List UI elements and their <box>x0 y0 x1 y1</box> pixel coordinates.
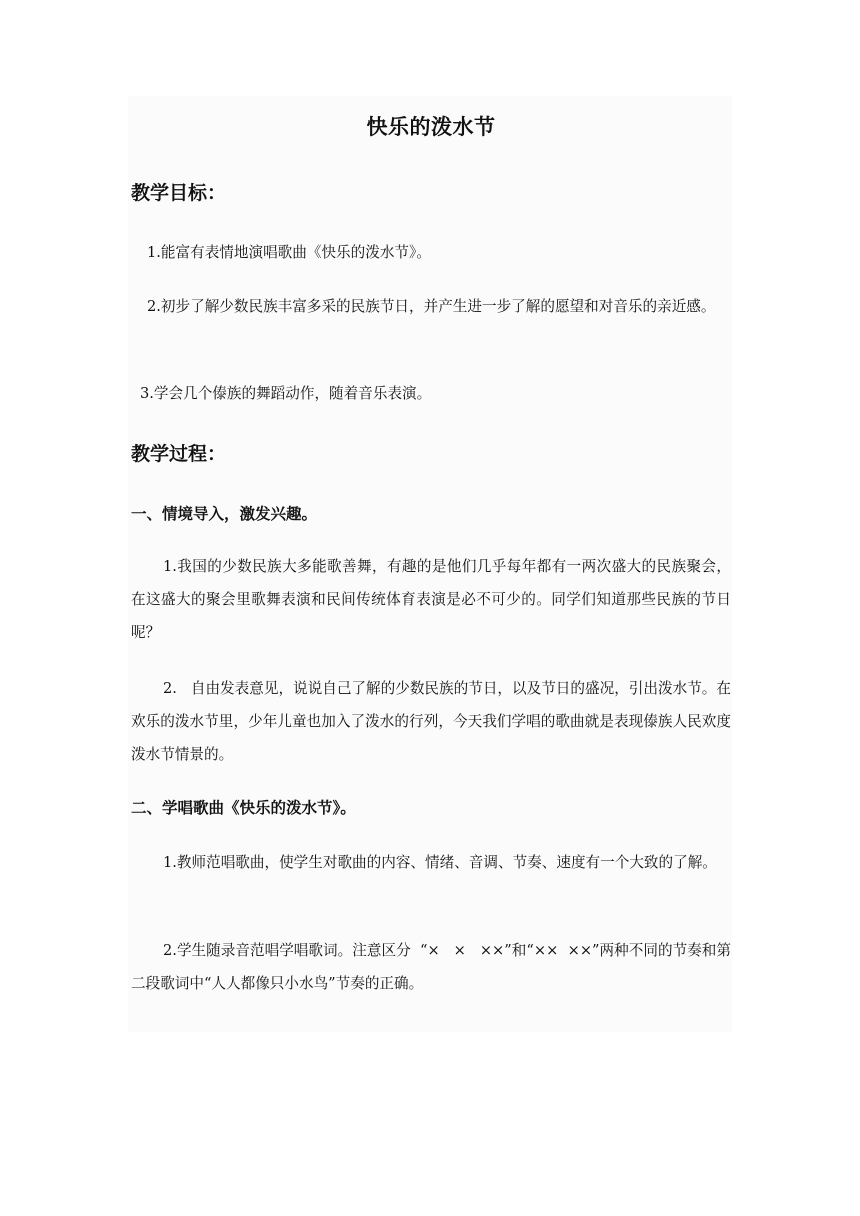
section-2-heading: 二、学唱歌曲《快乐的泼水节》。 <box>131 799 356 817</box>
objectives-heading: 教学目标： <box>131 182 227 204</box>
process-heading: 教学过程： <box>131 443 227 465</box>
section-1-paragraph-2: 2. 自由发表意见，说说自己了解的少数民族的节日，以及节日的盛况，引出泼水节。在欢乐的泼水节里，少年儿童也加入了泼水的行列，今天我们学唱的歌曲就是表现傣族人民欢度泼水节情景的。 <box>131 680 731 763</box>
objective-item-1: 1.能富有表情地演唱歌曲《快乐的泼水节》。 <box>147 244 431 261</box>
objective-item-3: 3.学会几个傣族的舞蹈动作，随着音乐表演。 <box>140 385 432 402</box>
section-1-paragraph-1: 1.我国的少数民族大多能歌善舞，有趣的是他们几乎每年都有一两次盛大的民族聚会，在这盛大的聚会里歌舞表演和民间传统体育表演是必不可少的。同学们知道那些民族的节日呢？ <box>131 558 731 641</box>
section-2-paragraph-2: 2.学生随录音范唱学唱歌词。注意区分 “× × ××”和“×× ××”两种不同的节奏和第二段歌词中“人人都像只小水鸟”节奏的正确。 <box>131 942 731 992</box>
section-1-heading: 一、情境导入，激发兴趣。 <box>131 505 318 523</box>
document-title: 快乐的泼水节 <box>366 115 496 139</box>
objective-item-2: 2.初步了解少数民族丰富多采的民族节日，并产生进一步了解的愿望和对音乐的亲近感。 <box>147 298 716 315</box>
section-2-paragraph-1: 1.教师范唱歌曲，使学生对歌曲的内容、情绪、音调、节奏、速度有一个大致的了解。 <box>163 854 717 871</box>
